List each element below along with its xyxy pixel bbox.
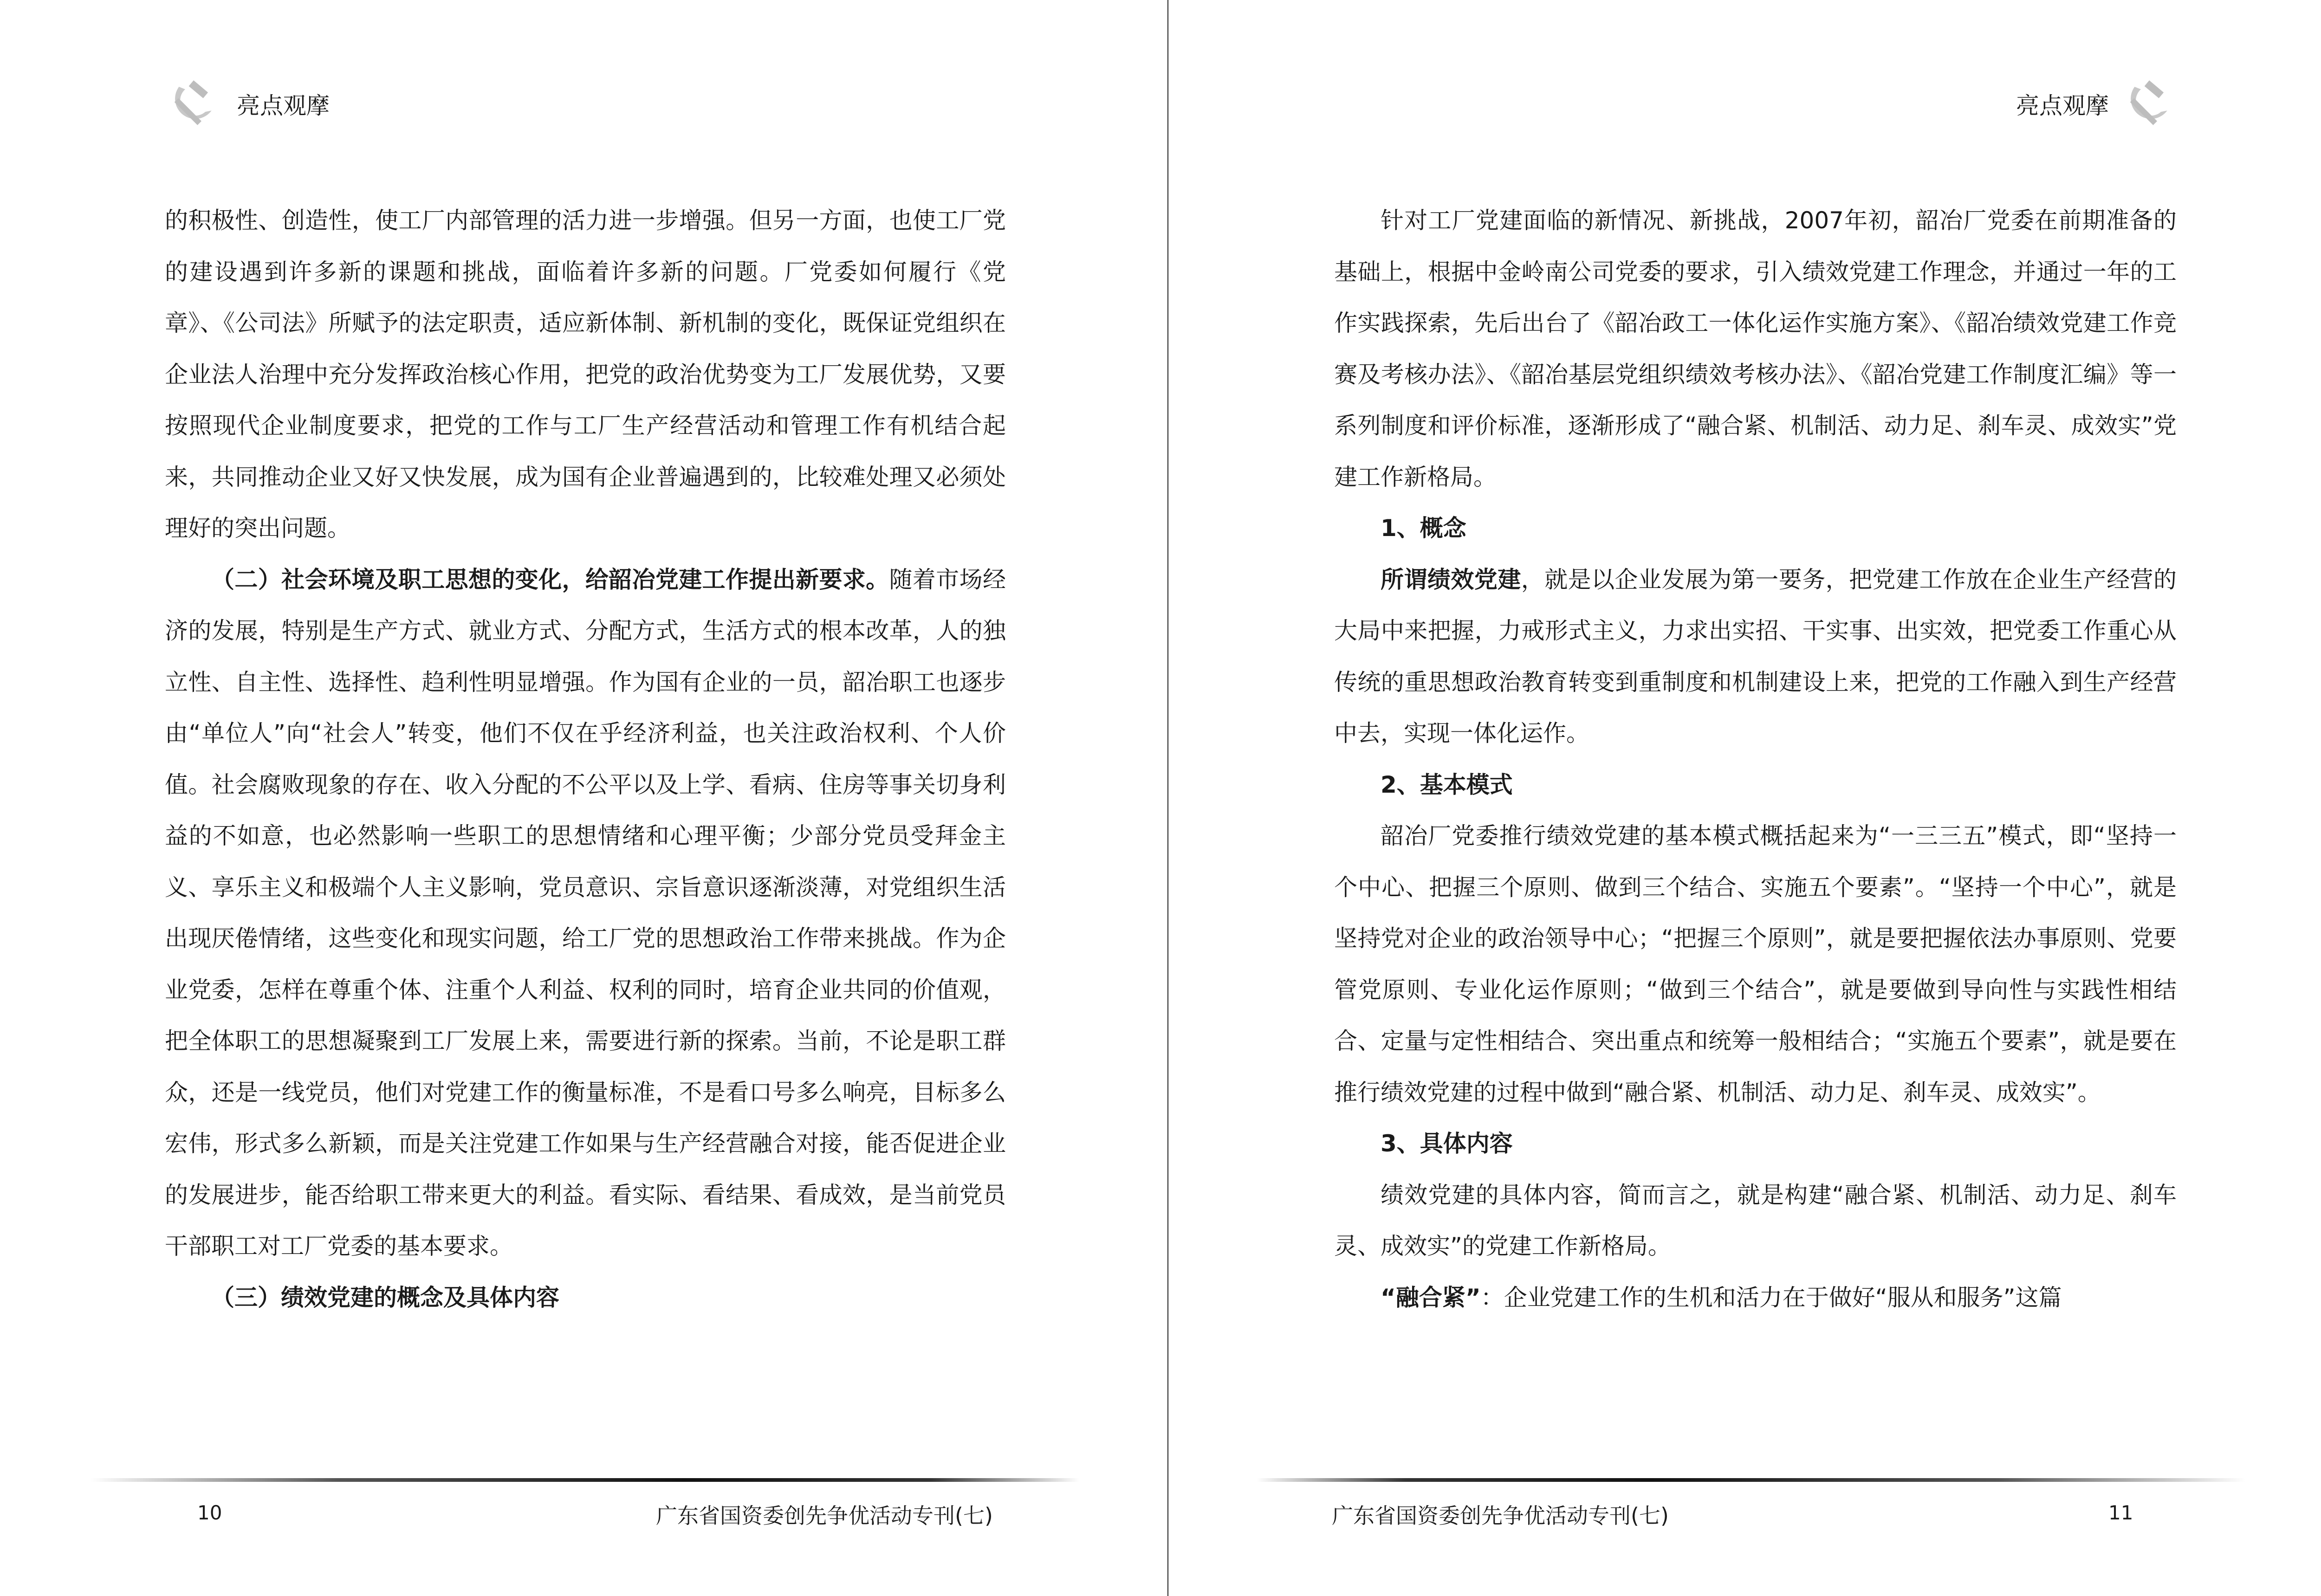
hammer-sickle-emblem-icon bbox=[2116, 74, 2178, 137]
paragraph: 韶冶厂党委推行绩效党建的基本模式概括起来为“一三三五”模式，即“坚持一个中心、把握三个原则、做到三个结合、实施五个要素”。“坚持一个中心”，就是坚持党对企业的政治领导中心；“把握三个原则”，就是要把握依法办事原则、党要管党原则、专业化运作原则；“做到三个结合”，就是要做到导向性与实践性相结合、定量与定性相结合、突出重点和统筹一般相结合；“实施五个要素”，就是要在推行绩效党建的过程中做到“融合紧、机制活、动力足、刹车灵、成效实”。 bbox=[1334, 822, 2177, 1106]
paragraph-body: ：企业党建工作的生机和活力在于做好“服从和服务”这篇 bbox=[1480, 1284, 2062, 1311]
paragraph bbox=[1334, 554, 2177, 759]
paragraph bbox=[165, 554, 1006, 1272]
subheading: （三）绩效党建的概念及具体内容 bbox=[211, 1284, 559, 1311]
page-number: 10 bbox=[197, 1501, 222, 1524]
footer-rule bbox=[1257, 1478, 2245, 1482]
paragraph: 针对工厂党建面临的新情况、新挑战，2007年初，韶冶厂党委在前期准备的基础上，根据中金岭南公司党委的要求，引入绩效党建工作理念，并通过一年的工作实践探索，先后出台了《韶冶政工一体化运作实施方案》、《韶冶绩效党建工作竞赛及考核办法》、《韶冶基层党组织绩效考核办法》、《韶冶党建工作制度汇编》等一系列制度和评价标准，逐渐形成了“融合紧、机制活、动力足、刹车灵、成效实”党建工作新格局。 bbox=[1334, 207, 2177, 491]
paragraph-lead: 所谓绩效党建 bbox=[1381, 566, 1521, 593]
footer-rule bbox=[91, 1478, 1079, 1482]
paragraph: 的积极性、创造性，使工厂内部管理的活力进一步增强。但另一方面，也使工厂党的建设遇到许多新的课题和挑战，面临着许多新的问题。厂党委如何履行《党章》、《公司法》所赋予的法定职责，适应新体制、新机制的变化，既保证党组织在企业法人治理中充分发挥政治核心作用，把党的政治优势变为工厂发展优势，又要按照现代企业制度要求，把党的工作与工厂生产经营活动和管理工作有机结合起来，共同推动企业又好又快发展，成为国有企业普遍遇到的，比较难处理又必须处理好的突出问题。 bbox=[165, 207, 1006, 542]
body-text bbox=[1334, 195, 2177, 1323]
page-number: 11 bbox=[2108, 1501, 2133, 1524]
footer-title: 广东省国资委创先争优活动专刊(七) bbox=[1332, 1503, 1669, 1528]
subheading: 1、概念 bbox=[1381, 515, 1466, 542]
subheading: 2、基本模式 bbox=[1381, 771, 1513, 798]
subheading: 3、具体内容 bbox=[1381, 1130, 1513, 1157]
paragraph bbox=[1334, 1272, 2177, 1324]
right-page bbox=[1168, 0, 2321, 1596]
paragraph-body: 随着市场经济的发展，特别是生产方式、就业方式、分配方式，生活方式的根本改革，人的独立性、自主性、选择性、趋利性明显增强。作为国有企业的一员，韶冶职工也逐步由“单位人”向“社会人”转变，他们不仅在乎经济利益，也关注政治权利、个人价值。社会腐败现象的存在、收入分配的不公平以及上学、看病、住房等事关切身利益的不如意，也必然影响一些职工的思想情绪和心理平衡；少部分党员受拜金主义、享乐主义和极端个人主义影响，党员意识、宗旨意识逐渐淡薄，对党组织生活出现厌倦情绪，这些变化和现实问题，给工厂党的思想政治工作带来挑战。作为企业党委，怎样在尊重个体、注重个人利益、权利的同时，培育企业共同的价值观，把全体职工的思想凝聚到工厂发展上来，需要进行新的探索。当前，不论是职工群众，还是一线党员，他们对党建工作的衡量标准，不是看口号多么响亮，目标多么宏伟，形式多么新颖，而是关注党建工作如果与生产经营融合对接，能否促进企业的发展进步，能否给职工带来更大的利益。看实际、看结果、看成效，是当前党员干部职工对工厂党委的基本要求。 bbox=[165, 566, 1006, 1260]
paragraph-lead: “融合紧” bbox=[1381, 1284, 1481, 1311]
hammer-sickle-emblem-icon bbox=[160, 74, 223, 137]
section-label: 亮点观摩 bbox=[2016, 92, 2109, 119]
body-text bbox=[165, 195, 1006, 1323]
section-label: 亮点观摩 bbox=[237, 92, 330, 119]
footer-title: 广东省国资委创先争优活动专刊(七) bbox=[656, 1503, 993, 1528]
paragraph: 绩效党建的具体内容，简而言之，就是构建“融合紧、机制活、动力足、刹车灵、成效实”的党建工作新格局。 bbox=[1334, 1181, 2177, 1260]
paragraph-lead: （二）社会环境及职工思想的变化，给韶冶党建工作提出新要求。 bbox=[211, 566, 889, 593]
paragraph-body: ，就是以企业发展为第一要务，把党建工作放在企业生产经营的大局中来把握，力戒形式主义，力求出实招、干实事、出实效，把党委工作重心从传统的重思想政治教育转变到重制度和机制建设上来，把党的工作融入到生产经营中去，实现一体化运作。 bbox=[1334, 566, 2177, 747]
